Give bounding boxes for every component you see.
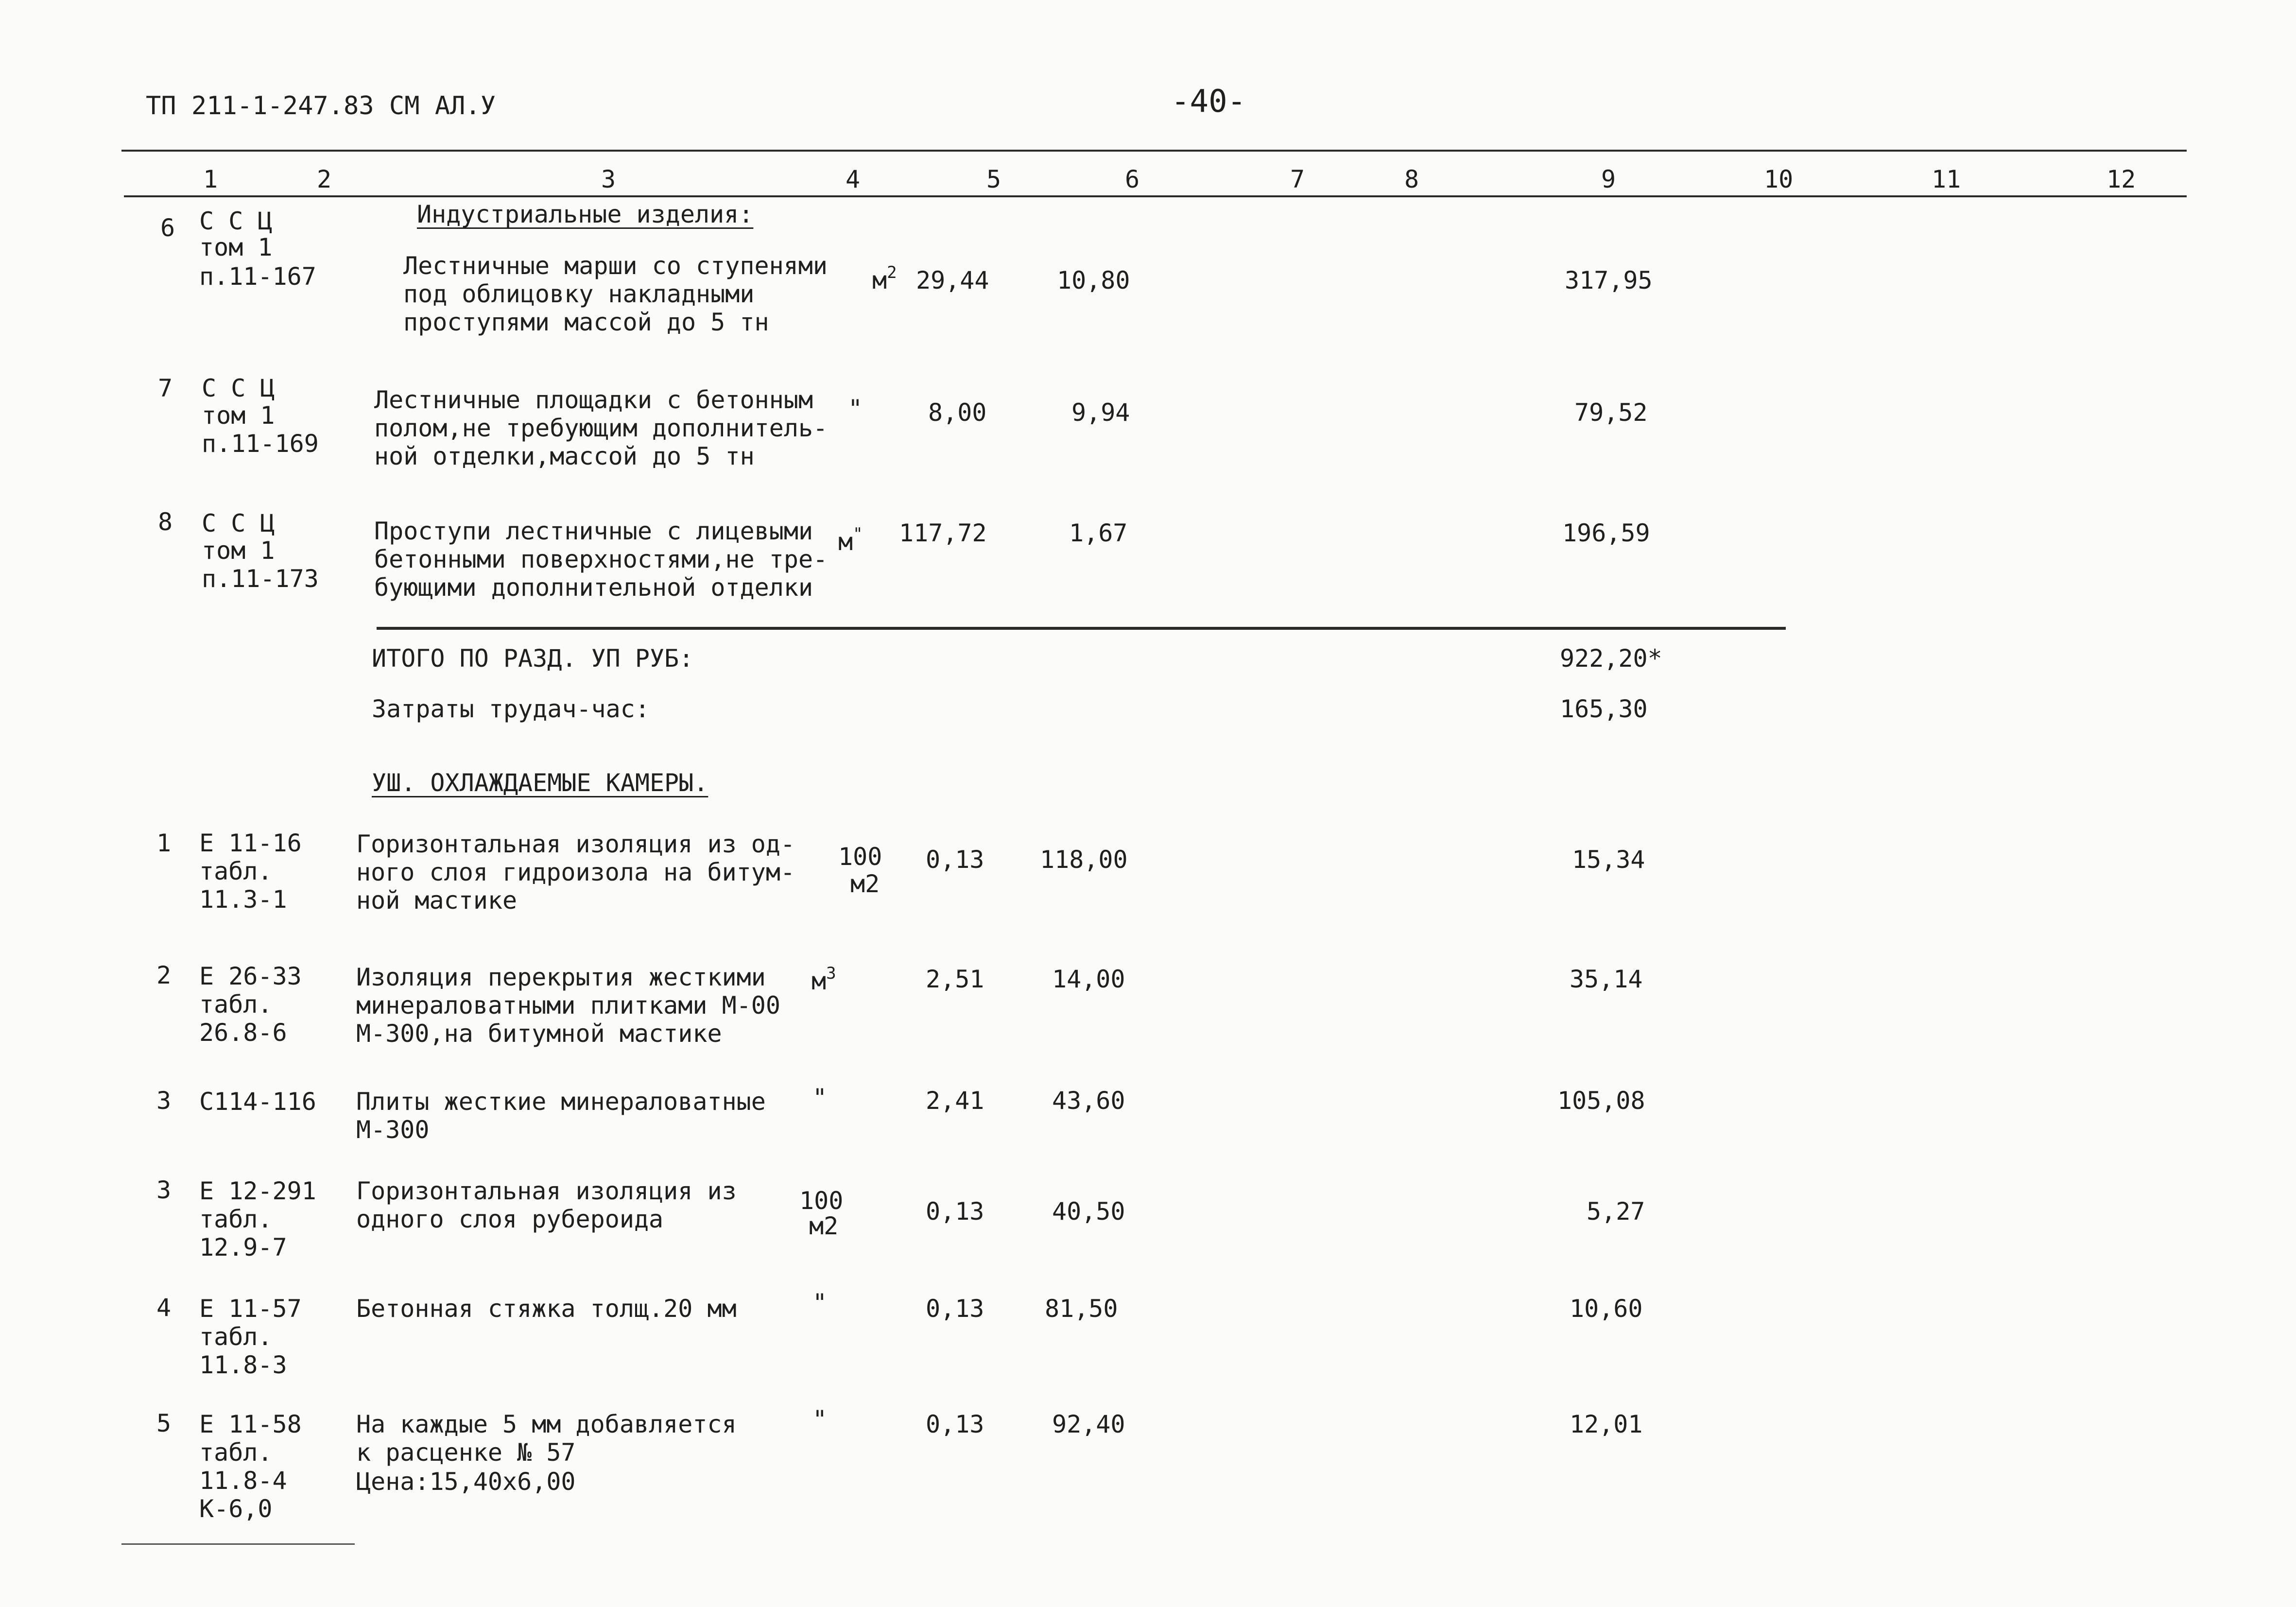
row-quantity: 2,41 xyxy=(926,1087,984,1115)
row-description-line: Горизонтальная изоляция из од- xyxy=(356,830,795,858)
row-price: 92,40 xyxy=(1052,1410,1125,1438)
col-header-1: 1 xyxy=(203,165,218,193)
row-number: 7 xyxy=(158,374,173,402)
row-description-line: минераловатными плитками М-00 xyxy=(356,991,780,1019)
section-total-value: 922,20* xyxy=(1560,644,1662,673)
unit-superscript: 3 xyxy=(826,964,836,983)
row-code-line: С С Ц xyxy=(202,374,275,402)
row-code-line: 26.8-6 xyxy=(199,1019,287,1047)
row-code-line: п.11-169 xyxy=(202,430,319,458)
bottom-rule-fragment xyxy=(121,1543,355,1545)
row-code-line: 11.3-1 xyxy=(199,885,287,914)
col-header-2: 2 xyxy=(317,165,332,193)
unit-base: м xyxy=(872,266,887,294)
row-code-line: табл. xyxy=(199,1205,273,1233)
col-header-12: 12 xyxy=(2106,165,2136,193)
row-code-line: С С Ц xyxy=(199,207,273,235)
row-price: 81,50 xyxy=(1045,1295,1118,1323)
row-total: 15,34 xyxy=(1572,846,1645,874)
row-code-line: Е 11-57 xyxy=(199,1295,302,1323)
row-unit xyxy=(838,524,863,559)
row-total: 5,27 xyxy=(1587,1197,1645,1226)
section-total-rule xyxy=(377,627,1786,630)
row-unit: 100 xyxy=(799,1187,844,1215)
row-quantity: 0,13 xyxy=(926,1410,984,1438)
row-code-line: табл. xyxy=(199,1323,273,1351)
row-code-line: п.11-167 xyxy=(199,262,316,291)
row-total: 79,52 xyxy=(1574,398,1648,427)
row-number: 4 xyxy=(156,1294,172,1322)
row-total: 196,59 xyxy=(1562,519,1650,547)
row-quantity: 8,00 xyxy=(928,398,987,427)
row-price: 40,50 xyxy=(1052,1197,1125,1226)
unit-superscript: 2 xyxy=(887,263,897,282)
row-code-line: К-6,0 xyxy=(199,1495,273,1523)
row-code-line: 12.9-7 xyxy=(199,1233,287,1261)
row-unit xyxy=(872,263,897,297)
col-header-7: 7 xyxy=(1290,165,1305,193)
row-description-line: Лестничные площадки с бетонным xyxy=(374,386,813,414)
row-unit: 100 xyxy=(838,843,882,871)
section-total-label: ИТОГО ПО РАЗД. УП РУБ: xyxy=(372,644,694,673)
page-number: -40- xyxy=(1171,84,1246,120)
row-total: 317,95 xyxy=(1565,266,1653,294)
row-quantity: 0,13 xyxy=(926,846,984,874)
section-title: УШ. ОХЛАЖДАЕМЫЕ КАМЕРЫ. xyxy=(372,769,708,797)
row-quantity: 0,13 xyxy=(926,1197,984,1226)
unit-base: м xyxy=(838,528,853,556)
row-unit: " xyxy=(812,1084,828,1112)
row-description-line: Бетонная стяжка толщ.20 мм xyxy=(356,1295,737,1323)
row-total: 105,08 xyxy=(1557,1087,1645,1115)
group-title: Индустриальные изделия: xyxy=(417,200,754,228)
row-total: 10,60 xyxy=(1570,1295,1643,1323)
row-code-line: Е 11-16 xyxy=(199,829,302,857)
row-number: 6 xyxy=(160,214,175,242)
row-description-line: проступями массой до 5 тн xyxy=(403,308,769,336)
row-unit-line2: м2 xyxy=(809,1212,839,1240)
row-number: 1 xyxy=(156,829,172,857)
row-description-line: под облицовку накладными xyxy=(403,280,755,308)
row-code-line: табл. xyxy=(199,857,273,885)
row-description-line: М-300,на битумной мастике xyxy=(356,1019,722,1048)
row-number: 3 xyxy=(156,1176,172,1204)
row-description-line: одного слоя рубероида xyxy=(356,1205,664,1233)
row-number: 3 xyxy=(156,1087,172,1115)
document-code: ТП 211-1-247.83 СМ АЛ.У xyxy=(146,91,496,121)
row-price: 43,60 xyxy=(1052,1087,1125,1115)
row-description-line: бующими дополнительной отделки xyxy=(374,573,813,602)
row-description-line: Цена:15,40х6,00 xyxy=(356,1468,576,1496)
col-header-6: 6 xyxy=(1125,165,1140,193)
row-quantity: 0,13 xyxy=(926,1295,984,1323)
col-header-3: 3 xyxy=(601,165,616,193)
row-code-line: п.11-173 xyxy=(202,565,319,593)
row-code-line: Е 12-291 xyxy=(199,1177,316,1205)
row-quantity: 2,51 xyxy=(926,965,984,993)
col-header-10: 10 xyxy=(1764,165,1794,193)
row-description-line: Лестничные марши со ступенями xyxy=(403,252,828,280)
row-description-line: На каждые 5 мм добавляется xyxy=(356,1410,737,1438)
row-code-line: 11.8-4 xyxy=(199,1467,287,1495)
row-code-line: С С Ц xyxy=(202,509,275,537)
col-header-8: 8 xyxy=(1404,165,1419,193)
unit-superscript: " xyxy=(853,524,863,544)
row-number: 5 xyxy=(156,1409,172,1437)
row-unit-line2: м2 xyxy=(850,870,880,898)
row-price: 10,80 xyxy=(1057,266,1130,294)
row-total: 35,14 xyxy=(1570,965,1643,993)
row-code-line: 11.8-3 xyxy=(199,1351,287,1379)
labor-label: Затраты трудач-час: xyxy=(372,695,650,723)
col-header-4: 4 xyxy=(846,165,861,193)
row-unit: " xyxy=(848,395,863,423)
header-bottom-rule xyxy=(124,195,2187,197)
row-code-line: С114-116 xyxy=(199,1088,316,1116)
col-header-11: 11 xyxy=(1932,165,1961,193)
row-price: 1,67 xyxy=(1069,519,1128,547)
row-code-line: табл. xyxy=(199,1438,273,1467)
table-top-rule xyxy=(121,150,2187,152)
row-code-line: том 1 xyxy=(202,536,275,565)
row-code-line: Е 11-58 xyxy=(199,1410,302,1438)
row-description-line: Проступи лестничные с лицевыми xyxy=(374,517,813,545)
row-description-line: Горизонтальная изоляция из xyxy=(356,1177,737,1205)
row-unit: " xyxy=(812,1289,828,1317)
row-price: 9,94 xyxy=(1071,398,1130,427)
row-quantity: 117,72 xyxy=(899,519,987,547)
row-description-line: ного слоя гидроизола на битум- xyxy=(356,858,795,886)
row-number: 2 xyxy=(156,961,172,989)
row-price: 14,00 xyxy=(1052,965,1125,993)
row-code-line: Е 26-33 xyxy=(199,962,302,990)
col-header-5: 5 xyxy=(986,165,1001,193)
row-code-line: табл. xyxy=(199,990,273,1019)
row-description-line: полом,не требующим дополнитель- xyxy=(374,414,828,442)
row-description-line: Изоляция перекрытия жесткими xyxy=(356,963,766,991)
row-description-line: М-300 xyxy=(356,1116,430,1144)
row-description-line: ной мастике xyxy=(356,886,518,915)
row-total: 12,01 xyxy=(1570,1410,1643,1438)
unit-base: м xyxy=(811,967,827,995)
row-unit xyxy=(811,964,836,998)
row-code-line: том 1 xyxy=(202,401,275,430)
row-unit: " xyxy=(812,1405,828,1434)
row-description-line: Плиты жесткие минераловатные xyxy=(356,1088,766,1116)
row-description-line: ной отделки,массой до 5 тн xyxy=(374,442,755,470)
row-description-line: к расценке № 57 xyxy=(356,1438,576,1467)
labor-value: 165,30 xyxy=(1560,695,1648,723)
row-description-line: бетонными поверхностями,не тре- xyxy=(374,545,828,573)
col-header-9: 9 xyxy=(1601,165,1616,193)
row-code-line: том 1 xyxy=(199,233,273,261)
row-price: 118,00 xyxy=(1040,846,1128,874)
row-quantity: 29,44 xyxy=(916,266,989,294)
row-number: 8 xyxy=(158,508,173,536)
